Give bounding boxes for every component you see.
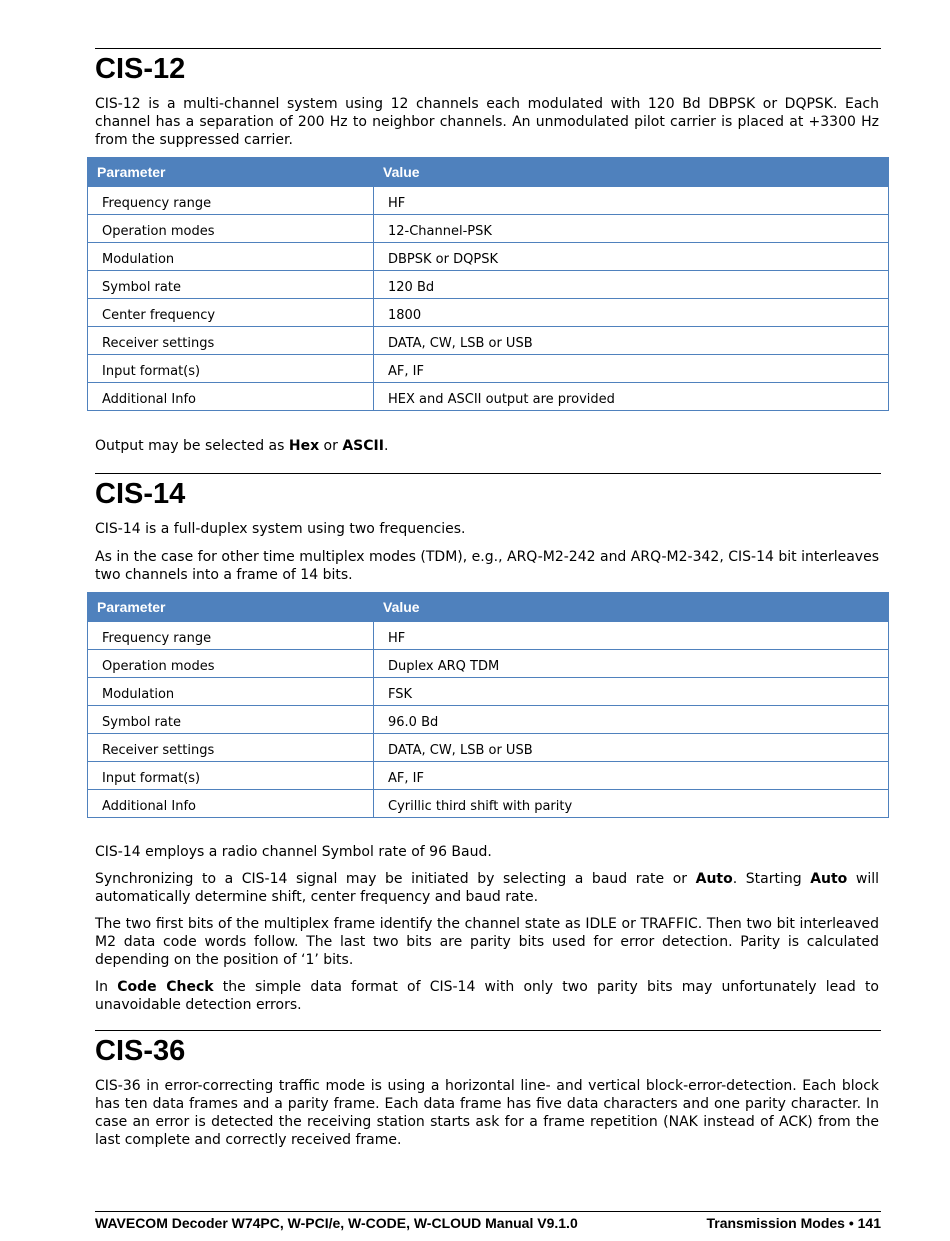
table-row (88, 271, 889, 299)
cis14-para5: The two first bits of the multiplex frame identify the channel state as IDLE or TRAFFIC. Then two bit interleaved M2 data code words follow. The last two bits are parity bits used for error detection. Parity is calculated depending on the position of ‘1’ bits. (95, 916, 879, 968)
cis14-para4 (95, 870, 879, 906)
para-text: the simple data format of CIS-14 with only two parity bits may unfortunately lead to unavoidable detection errors. (95, 979, 880, 1013)
parameter-cell: Center frequency (88, 299, 374, 327)
cis12-intro: CIS-12 is a multi-channel system using 12 channels each modulated with 120 Bd DBPSK or DQPSK. Each channel has a separation of 200 Hz to neighbor channels. An unmodulated pilot carrier is placed at +3300 Hz from the suppressed carrier. (95, 96, 879, 148)
value-cell: HEX and ASCII output are provided (374, 383, 889, 411)
parameter-cell: Operation modes (88, 650, 374, 678)
table-row (88, 355, 889, 383)
parameter-cell: Operation modes (88, 215, 374, 243)
section-divider (95, 1030, 881, 1031)
table-row (88, 734, 889, 762)
column-header-parameter: Parameter (88, 593, 374, 622)
parameter-cell: Receiver settings (88, 327, 374, 355)
column-header-parameter: Parameter (88, 158, 374, 187)
cis12-parameter-table (87, 157, 889, 411)
table-row (88, 650, 889, 678)
section-heading-cis14: CIS-14 (95, 478, 186, 510)
parameter-cell: Modulation (88, 678, 374, 706)
footer-manual-title: WAVECOM Decoder W74PC, W-PCI/e, W-CODE, W-CLOUD Manual V9.1.0 (95, 1215, 578, 1231)
para-bold-auto: Auto (695, 871, 733, 887)
para-text: will automatically determine shift, center frequency and baud rate. (95, 871, 879, 905)
para-text: Synchronizing to a CIS-14 signal may be initiated by selecting a baud rate or (95, 871, 696, 887)
table-row (88, 215, 889, 243)
note-text: Output may be selected as (95, 438, 289, 454)
footer-page-info: Transmission Modes • 141 (706, 1215, 881, 1231)
table-row (88, 187, 889, 215)
value-cell: 12-Channel-PSK (374, 215, 889, 243)
table-row (88, 706, 889, 734)
table-row (88, 327, 889, 355)
note-text: . (383, 438, 389, 454)
table-header-row (88, 158, 889, 187)
parameter-cell: Frequency range (88, 622, 374, 650)
section-heading-cis36: CIS-36 (95, 1035, 186, 1067)
column-header-value: Value (374, 158, 889, 187)
cis14-para6 (95, 978, 879, 1014)
parameter-cell: Symbol rate (88, 271, 374, 299)
table-header-row (88, 593, 889, 622)
table-row (88, 299, 889, 327)
section-heading-cis12: CIS-12 (95, 53, 186, 85)
value-cell: 96.0 Bd (374, 706, 889, 734)
note-text: or (319, 438, 343, 454)
parameter-cell: Input format(s) (88, 355, 374, 383)
para-text: . Starting (732, 871, 811, 887)
table-row (88, 762, 889, 790)
section-divider (95, 48, 881, 49)
value-cell: DBPSK or DQPSK (374, 243, 889, 271)
cis12-output-note (95, 437, 879, 455)
footer-divider (95, 1211, 881, 1212)
para-bold-auto: Auto (810, 871, 848, 887)
parameter-cell: Symbol rate (88, 706, 374, 734)
column-header-value: Value (374, 593, 889, 622)
parameter-cell: Additional Info (88, 790, 374, 818)
value-cell: 120 Bd (374, 271, 889, 299)
value-cell: FSK (374, 678, 889, 706)
table-row (88, 678, 889, 706)
parameter-cell: Additional Info (88, 383, 374, 411)
value-cell: AF, IF (374, 762, 889, 790)
value-cell: Cyrillic third shift with parity (374, 790, 889, 818)
para-bold-code-check: Code Check (117, 979, 214, 995)
value-cell: DATA, CW, LSB or USB (374, 734, 889, 762)
value-cell: 1800 (374, 299, 889, 327)
table-row (88, 790, 889, 818)
table-row (88, 383, 889, 411)
table-row (88, 243, 889, 271)
value-cell: AF, IF (374, 355, 889, 383)
note-hex: Hex (288, 438, 320, 454)
cis14-para2: As in the case for other time multiplex modes (TDM), e.g., ARQ-M2-242 and ARQ-M2-342, CIS-14 bit interleaves two channels into a frame of 14 bits. (95, 549, 879, 583)
parameter-cell: Modulation (88, 243, 374, 271)
parameter-cell: Receiver settings (88, 734, 374, 762)
value-cell: HF (374, 622, 889, 650)
section-divider (95, 473, 881, 474)
value-cell: Duplex ARQ TDM (374, 650, 889, 678)
table-row (88, 622, 889, 650)
cis14-parameter-table (87, 592, 889, 818)
value-cell: HF (374, 187, 889, 215)
para-text: In (95, 979, 118, 995)
note-ascii: ASCII (342, 438, 384, 454)
value-cell: DATA, CW, LSB or USB (374, 327, 889, 355)
cis14-para1: CIS-14 is a full-duplex system using two frequencies. (95, 521, 466, 537)
cis36-para1: CIS-36 in error-correcting traffic mode is using a horizontal line- and vertical block-error-detection. Each block has ten data frames and a parity frame. Each data frame has five data characters and one parity character. In case an error is detected the receiving station starts ask for a frame repetition (NAK instead of ACK) from the last complete and correctly received frame. (95, 1078, 879, 1148)
parameter-cell: Input format(s) (88, 762, 374, 790)
cis14-para3: CIS-14 employs a radio channel Symbol rate of 96 Baud. (95, 844, 492, 860)
parameter-cell: Frequency range (88, 187, 374, 215)
